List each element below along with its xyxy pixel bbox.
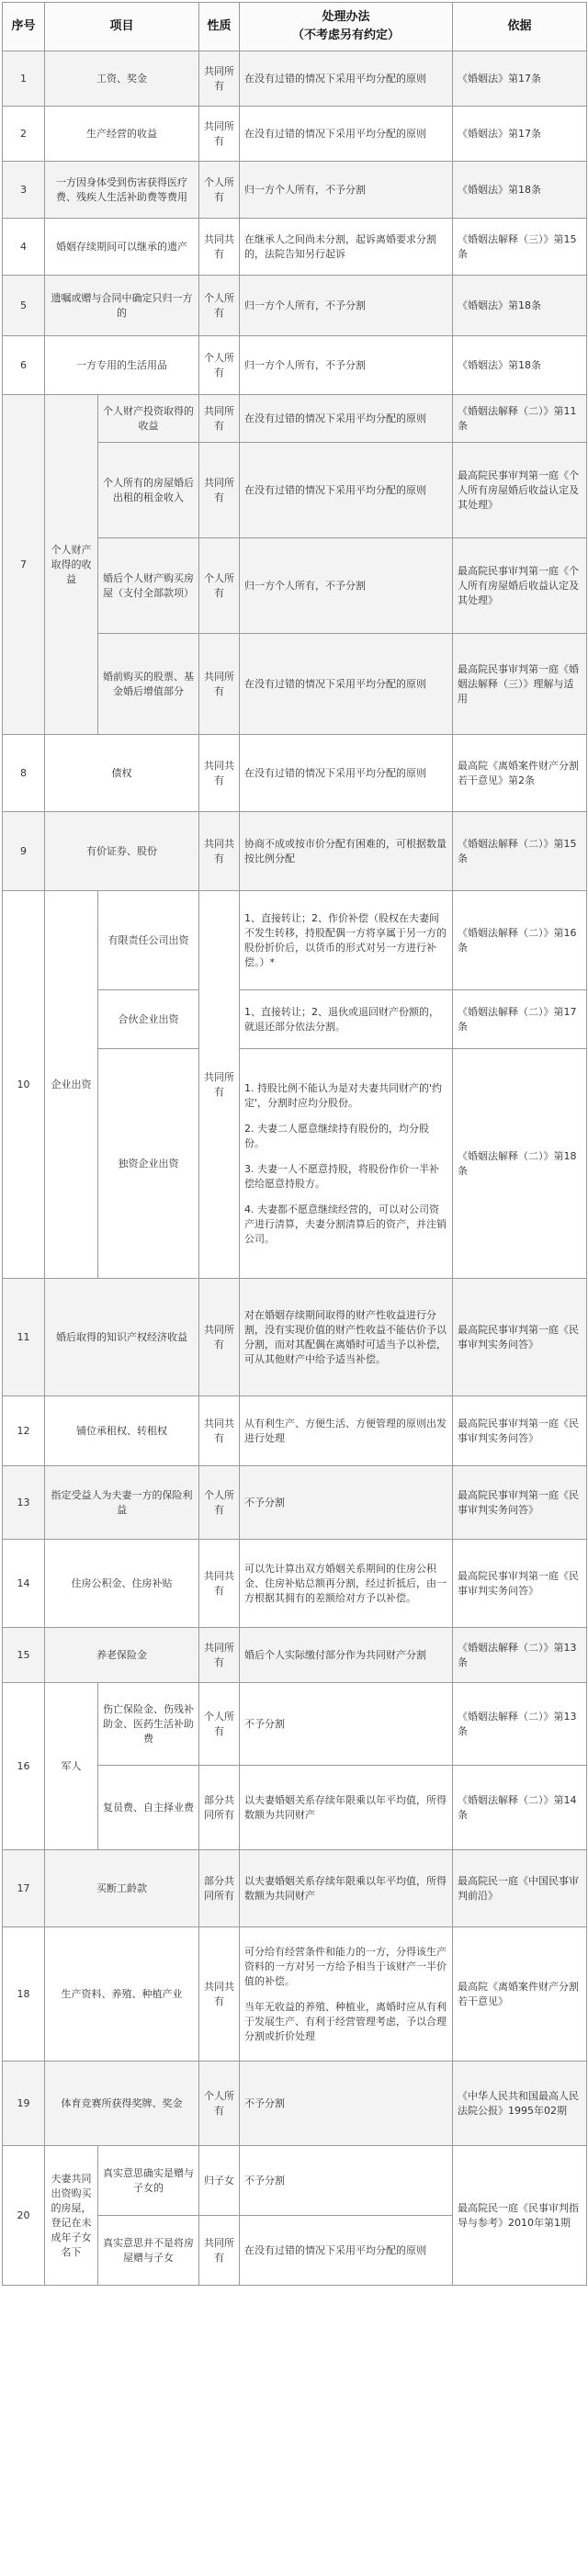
row-item: 生产经营的收益 xyxy=(45,107,199,162)
table-row xyxy=(3,1850,587,1927)
row-method: 在没有过错的情况下采用平均分配的原则 xyxy=(240,395,453,443)
row-item: 养老保险金 xyxy=(45,1628,199,1683)
row-no: 1 xyxy=(3,51,45,107)
table-row xyxy=(3,735,587,812)
row-method: 归一方个人所有，不予分割 xyxy=(240,162,453,219)
row-method: 在没有过错的情况下采用平均分配的原则 xyxy=(240,735,453,812)
row-nature: 共同共有 xyxy=(199,735,240,812)
row-item: 买断工龄款 xyxy=(45,1850,199,1927)
table-row xyxy=(3,1628,587,1683)
row-no: 10 xyxy=(3,891,45,1279)
row-method: 对在婚姻存续期间取得的财产性收益进行分割，没有实现价值的财产性收益不能估价予以分割，而对其配偶在离婚时可适当予以补偿，可从其他财产中给予适当补偿。 xyxy=(240,1279,453,1396)
row-method xyxy=(240,1049,453,1279)
row-basis: 最高院民事审判第一庭《婚姻法解释（三）》理解与适用 xyxy=(453,634,587,735)
row-basis: 最高院民事审判第一庭《民事审判实务问答》 xyxy=(453,1466,587,1540)
row-item: 一方因身体受到伤害获得医疗费、残疾人生活补助费等费用 xyxy=(45,162,199,219)
row-subitem: 复员费、自主择业费 xyxy=(98,1766,199,1850)
row-basis: 最高院民事审判第一庭《个人所有房屋婚后收益认定及其处理》 xyxy=(453,443,587,538)
row-item: 住房公积金、住房补贴 xyxy=(45,1540,199,1628)
header-item: 项目 xyxy=(45,3,199,51)
row-nature: 共同所有 xyxy=(199,1628,240,1683)
row-item: 遗嘱或赠与合同中确定只归一方的 xyxy=(45,276,199,336)
table-row xyxy=(3,336,587,395)
row-method: 不予分割 xyxy=(240,2062,453,2146)
row-item: 工资、奖金 xyxy=(45,51,199,107)
row-no: 6 xyxy=(3,336,45,395)
row-basis: 《婚姻法解释（二）》第15条 xyxy=(453,812,587,891)
row-item: 体育竞赛所获得奖牌、奖金 xyxy=(45,2062,199,2146)
table-header-row xyxy=(3,3,587,51)
row-subitem: 伤亡保险金、伤残补助金、医药生活补助费 xyxy=(98,1683,199,1766)
table-row xyxy=(3,891,587,990)
row-nature: 共同所有 xyxy=(199,891,240,1279)
row-basis: 最高院《离婚案件财产分割若干意见》第2条 xyxy=(453,735,587,812)
row-subitem: 独资企业出资 xyxy=(98,1049,199,1279)
method-point-2: 2. 夫妻二人愿意继续持有股份的，均分股份。 xyxy=(244,1122,430,1149)
row-nature: 个人所有 xyxy=(199,1683,240,1766)
method-point-4: 4. 夫妻都不愿意继续经营的，可以对公司资产进行清算，夫妻分割清算后的资产，并注销公司。 xyxy=(244,1203,447,1245)
row-nature: 归子女 xyxy=(199,2146,240,2216)
row-item: 生产资料、养殖、种植产业 xyxy=(45,1927,199,2062)
row-nature: 个人所有 xyxy=(199,538,240,634)
table-row xyxy=(3,107,587,162)
row-basis: 《婚姻法》第17条 xyxy=(453,51,587,107)
row-method: 不予分割 xyxy=(240,1683,453,1766)
row-basis: 最高院民一庭《民事审判指导与参考》2010年第1期 xyxy=(453,2146,587,2286)
row-nature: 共同所有 xyxy=(199,107,240,162)
row-no: 16 xyxy=(3,1683,45,1850)
row-subitem: 真实意思并不是将房屋赠与子女 xyxy=(98,2216,199,2286)
row-group: 夫妻共同出资购买的房屋，登记在未成年子女名下 xyxy=(45,2146,98,2286)
row-no: 13 xyxy=(3,1466,45,1540)
table-row xyxy=(3,2062,587,2146)
row-basis: 最高院民一庭《中国民事审判前沿》 xyxy=(453,1850,587,1927)
row-subitem: 个人财产投资取得的收益 xyxy=(98,395,199,443)
row-basis: 最高院民事审判第一庭《民事审判实务问答》 xyxy=(453,1396,587,1466)
table-row xyxy=(3,276,587,336)
row-nature: 共同所有 xyxy=(199,51,240,107)
row-basis: 最高院民事审判第一庭《民事审判实务问答》 xyxy=(453,1279,587,1396)
row-no: 9 xyxy=(3,812,45,891)
row-nature: 个人所有 xyxy=(199,336,240,395)
row-basis: 《婚姻法》第18条 xyxy=(453,276,587,336)
row-nature: 个人所有 xyxy=(199,276,240,336)
table-row xyxy=(3,812,587,891)
row-basis: 《婚姻法解释（二）》第13条 xyxy=(453,1628,587,1683)
row-subitem: 真实意思确实是赠与子女的 xyxy=(98,2146,199,2216)
row-basis: 最高院民事审判第一庭《民事审判实务问答》 xyxy=(453,1540,587,1628)
row-item: 有价证券、股份 xyxy=(45,812,199,891)
row-method: 以夫妻婚姻关系存续年限乘以年平均值，所得数额为共同财产 xyxy=(240,1766,453,1850)
row-group: 军人 xyxy=(45,1683,98,1850)
header-no: 序号 xyxy=(3,3,45,51)
row-basis: 《婚姻法》第17条 xyxy=(453,107,587,162)
row-basis: 《婚姻法》第18条 xyxy=(453,162,587,219)
row-group: 企业出资 xyxy=(45,891,98,1279)
row-subitem: 合伙企业出资 xyxy=(98,990,199,1049)
row-nature: 部分共同所有 xyxy=(199,1766,240,1850)
table-row xyxy=(3,1927,587,2062)
header-method xyxy=(240,3,453,51)
row-method: 在没有过错的情况下采用平均分配的原则 xyxy=(240,107,453,162)
table-row xyxy=(3,219,587,276)
row-subitem: 个人所有的房屋婚后出租的租金收入 xyxy=(98,443,199,538)
row-nature: 共同所有 xyxy=(199,395,240,443)
row-basis: 最高院《离婚案件财产分割若干意见》 xyxy=(453,1927,587,2062)
row-item: 婚后取得的知识产权经济收益 xyxy=(45,1279,199,1396)
method-point-3: 3. 夫妻一人不愿意持股，将股份作价一半补偿给愿意持股方。 xyxy=(244,1162,440,1190)
row-method: 不予分割 xyxy=(240,2146,453,2216)
row-no: 12 xyxy=(3,1396,45,1466)
table-row xyxy=(3,1396,587,1466)
row-basis: 《婚姻法解释（二）》第17条 xyxy=(453,990,587,1049)
table-row xyxy=(3,51,587,107)
row-nature: 共同所有 xyxy=(199,2216,240,2286)
row-method: 不予分割 xyxy=(240,1466,453,1540)
row-nature: 个人所有 xyxy=(199,1466,240,1540)
row-basis: 《婚姻法解释（二）》第16条 xyxy=(453,891,587,990)
row-group: 个人财产取得的收益 xyxy=(45,395,98,735)
row-method: 可以先计算出双方婚姻关系期间的住房公积金、住房补贴总额再分割，经过折抵后，由一方根据其拥有的差额给对方予以补偿。 xyxy=(240,1540,453,1628)
row-method: 在没有过错的情况下采用平均分配的原则 xyxy=(240,634,453,735)
row-no: 20 xyxy=(3,2146,45,2286)
row-item: 婚姻存续期间可以继承的遗产 xyxy=(45,219,199,276)
row-nature: 共同所有 xyxy=(199,443,240,538)
row-basis: 《婚姻法》第18条 xyxy=(453,336,587,395)
row-method xyxy=(240,1927,453,2062)
row-no: 18 xyxy=(3,1927,45,2062)
header-nature: 性质 xyxy=(199,3,240,51)
row-nature: 共同共有 xyxy=(199,1396,240,1466)
table-row xyxy=(3,1683,587,1766)
row-no: 8 xyxy=(3,735,45,812)
row-method: 归一方个人所有，不予分割 xyxy=(240,336,453,395)
row-no: 14 xyxy=(3,1540,45,1628)
table-row xyxy=(3,2146,587,2216)
row-item: 指定受益人为夫妻一方的保险利益 xyxy=(45,1466,199,1540)
row-nature: 个人所有 xyxy=(199,162,240,219)
row-method: 在继承人之间尚未分割，起诉离婚要求分割的，法院告知另行起诉 xyxy=(240,219,453,276)
row-method: 在没有过错的情况下采用平均分配的原则 xyxy=(240,51,453,107)
row-no: 2 xyxy=(3,107,45,162)
row-subitem: 有限责任公司出资 xyxy=(98,891,199,990)
row-method: 归一方个人所有，不予分割 xyxy=(240,538,453,634)
row-basis: 《中华人民共和国最高人民法院公报》1995年02期 xyxy=(453,2062,587,2146)
row-basis: 《婚姻法解释（三）》第15条 xyxy=(453,219,587,276)
row-no: 7 xyxy=(3,395,45,735)
row-no: 3 xyxy=(3,162,45,219)
header-method-subtitle: （不考虑另有约定） xyxy=(292,28,401,42)
row-no: 19 xyxy=(3,2062,45,2146)
row-item: 一方专用的生活用品 xyxy=(45,336,199,395)
header-method-title: 处理办法 xyxy=(322,10,370,24)
row-nature: 部分共同所有 xyxy=(199,1850,240,1927)
table-row xyxy=(3,162,587,219)
row-method: 在没有过错的情况下采用平均分配的原则 xyxy=(240,443,453,538)
table-row xyxy=(3,395,587,443)
row-no: 4 xyxy=(3,219,45,276)
row-method: 1、直接转让；2、作价补偿（股权在夫妻间不发生转移，持股配偶一方将享属于另一方的股份折价后，以货币的形式对另一方进行补偿。）* xyxy=(240,891,453,990)
row-basis: 《婚姻法解释（二）》第18条 xyxy=(453,1049,587,1279)
row-basis: 《婚姻法解释（二）》第14条 xyxy=(453,1766,587,1850)
row-method: 从有利生产、方便生活、方便管理的原则出发进行处理 xyxy=(240,1396,453,1466)
table-row xyxy=(3,1540,587,1628)
table-row xyxy=(3,1466,587,1540)
row-method: 在没有过错的情况下采用平均分配的原则 xyxy=(240,2216,453,2286)
property-division-table xyxy=(2,2,587,2286)
row-method: 1、直接转让；2、退伙或退回财产份额的，就退还部分依法分割。 xyxy=(240,990,453,1049)
row-no: 5 xyxy=(3,276,45,336)
row-nature: 共同所有 xyxy=(199,634,240,735)
header-basis: 依据 xyxy=(453,3,587,51)
row-item: 铺位承租权、转租权 xyxy=(45,1396,199,1466)
table-row xyxy=(3,1279,587,1396)
row-no: 15 xyxy=(3,1628,45,1683)
row-no: 11 xyxy=(3,1279,45,1396)
row-nature: 个人所有 xyxy=(199,2062,240,2146)
row-item: 债权 xyxy=(45,735,199,812)
row-nature: 共同共有 xyxy=(199,1927,240,2062)
row-nature: 共同所有 xyxy=(199,1279,240,1396)
row-nature: 共同共有 xyxy=(199,1540,240,1628)
row-nature: 共同共有 xyxy=(199,812,240,891)
method-point-1: 可分给有经营条件和能力的一方，分得该生产资料的一方对另一方给予相当于该财产一半价值的补偿。 xyxy=(244,1945,447,1987)
method-point-1: 1. 持股比例不能认为是对夫妻共同财产的'约定'，分割时应均分股份。 xyxy=(244,1081,443,1109)
row-basis: 最高院民事审判第一庭《个人所有房屋婚后收益认定及其处理》 xyxy=(453,538,587,634)
row-no: 17 xyxy=(3,1850,45,1927)
method-point-2: 当年无收益的养殖、种植业，离婚时应从有利于发展生产、有利于经营管理考虑，予以合理分割或折价处理 xyxy=(244,2000,447,2042)
row-basis: 《婚姻法解释（二）》第11条 xyxy=(453,395,587,443)
row-method: 协商不成或按市价分配有困难的，可根据数量按比例分配 xyxy=(240,812,453,891)
row-subitem: 婚前购买的股票、基金婚后增值部分 xyxy=(98,634,199,735)
row-method: 以夫妻婚姻关系存续年限乘以年平均值，所得数额为共同财产 xyxy=(240,1850,453,1927)
row-basis: 《婚姻法解释（二）》第13条 xyxy=(453,1683,587,1766)
row-method: 婚后个人实际缴付部分作为共同财产分割 xyxy=(240,1628,453,1683)
row-subitem: 婚后个人财产购买房屋（支付全部款项） xyxy=(98,538,199,634)
row-nature: 共同共有 xyxy=(199,219,240,276)
row-method: 归一方个人所有，不予分割 xyxy=(240,276,453,336)
